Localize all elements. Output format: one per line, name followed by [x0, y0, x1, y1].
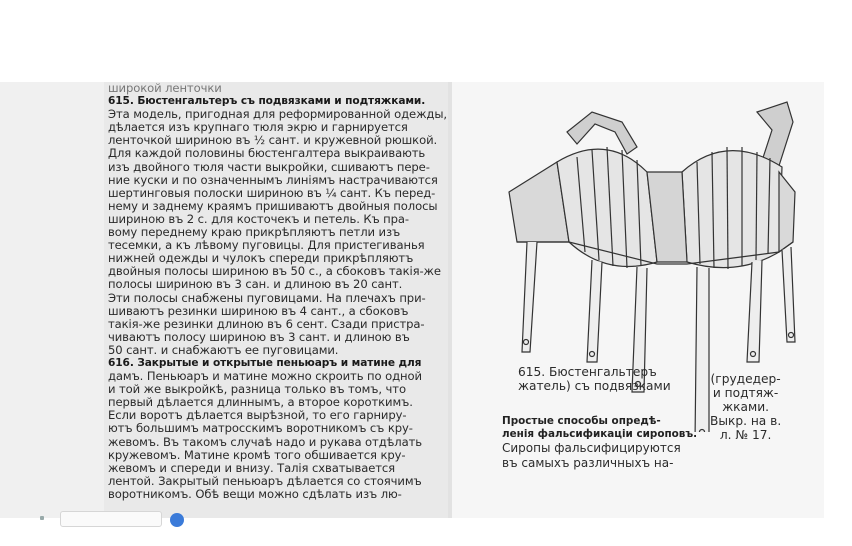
- section-text: [502, 441, 681, 470]
- text-line: и той же выкройкѣ, разница только въ томъ, что: [108, 383, 406, 397]
- text-line: шертинговыя полоски шириною въ ¼ сант. Къ перед-: [108, 186, 436, 200]
- caption-line: и подтяж-: [712, 386, 779, 400]
- left-scan-page: [0, 82, 452, 518]
- text-line: шириною въ 2 с. для косточекъ и петель. Къ пра-: [108, 212, 410, 226]
- text-line: шиваютъ резинки шириною въ 4 сант., а сбоковъ: [108, 304, 409, 318]
- section-text-line: въ самыхъ различныхъ на-: [502, 455, 674, 470]
- text-line: воротникомъ. Обѣ вещи можно сдѣлать изъ лю-: [108, 487, 402, 501]
- bottom-input-fragment[interactable]: [60, 511, 162, 527]
- text-line: первый дѣлается длиннымъ, а второе короткимъ.: [108, 396, 413, 410]
- text-line: Эти полосы снабжены пуговицами. На плечахъ при-: [108, 291, 426, 305]
- text-line: жевомъ и спереди и внизу. Талія схватывается: [108, 461, 396, 475]
- caption-line: л. № 17.: [719, 428, 772, 442]
- section-text-line: Сиропы фальсифицируются: [502, 441, 681, 455]
- caption-line: Выкр. на в.: [710, 414, 782, 428]
- figure-caption-left: [518, 365, 671, 393]
- text-line: дамъ. Пеньюаръ и матине можно скроить по одной: [108, 370, 422, 384]
- section-heading-line: Простые способы опредѣ-: [502, 415, 661, 427]
- text-line: кружевомъ. Матине кромѣ того обшивается кру-: [108, 448, 406, 462]
- caption-line: 615. Бюстенгальтеръ: [518, 365, 657, 379]
- text-line: нему и заднему краямъ пришиваютъ двойныя полосы: [108, 199, 438, 213]
- text-line: жевомъ. Въ такомъ случаѣ надо и рукава отдѣлать: [108, 435, 422, 449]
- text-line: 50 сант. и снабжаютъ ее пуговицами.: [108, 343, 339, 357]
- text-line: вому переднему краю прикрѣпляютъ петли изъ: [108, 226, 401, 240]
- text-line: нижней одежды и чулокъ спереди прикрѣпляютъ: [108, 252, 414, 266]
- right-scan-page: [452, 82, 824, 518]
- caption-line: жками.: [722, 400, 769, 414]
- text-line: тесемки, а къ лѣвому пуговицы. Для пристегиванья: [108, 239, 425, 253]
- text-line: Для каждой половины бюстенгалтера выкраивають: [108, 147, 426, 161]
- text-line: широкой ленточки: [108, 82, 222, 95]
- caption-line: (грудедер-: [710, 372, 781, 386]
- text-line: лентой. Закрытый пеньюаръ дѣлается со стоячимъ: [108, 474, 422, 488]
- text-line: ние куски и по означеннымъ линіямъ настрачиваются: [108, 173, 438, 187]
- article-heading-line: 615. Бюстенгальтеръ съ подвязками и подтяжками.: [108, 95, 426, 108]
- text-line: двойныя полосы шириною въ 50 с., а сбоковъ такія-же: [108, 265, 441, 279]
- left-page-text: [108, 82, 448, 514]
- text-line: Если воротъ дѣлается вырѣзной, то его гарниру-: [108, 409, 407, 423]
- text-line: ютъ большимъ матросскимъ воротникомъ съ кру-: [108, 422, 413, 436]
- text-line: чиваютъ полосу шириною въ 3 сант. и длиною въ: [108, 330, 410, 344]
- left-page-margin: [0, 82, 104, 518]
- section-heading-line: ленія фальсификаціи сироповъ.: [502, 428, 698, 440]
- figure-caption-right: [710, 372, 781, 442]
- text-line: Эта модель, пригодная для реформированной одежды,: [108, 108, 447, 122]
- article-heading-line: 616. Закрытые и открытые пеньюаръ и матине для: [108, 356, 422, 369]
- text-line: ленточкой шириною въ ½ сант. и кружевной рюшкой.: [108, 134, 438, 148]
- bottom-marker-icon: [40, 516, 44, 520]
- text-line: такія-же резинки длиною въ 6 сент. Сзади пристра-: [108, 317, 425, 331]
- section-heading: [502, 415, 697, 441]
- caption-line: жатель) съ подвязками: [518, 379, 671, 393]
- text-line: изъ двойного тюля части выкройки, сшиваютъ пере-: [108, 160, 430, 174]
- text-line: полосы шириною въ 3 сан. и длиною въ 20 сант.: [108, 278, 403, 292]
- bottom-blue-dot-icon[interactable]: [170, 513, 184, 527]
- text-line: дѣлается изъ крупнаго тюля экрю и гарнируется: [108, 121, 408, 135]
